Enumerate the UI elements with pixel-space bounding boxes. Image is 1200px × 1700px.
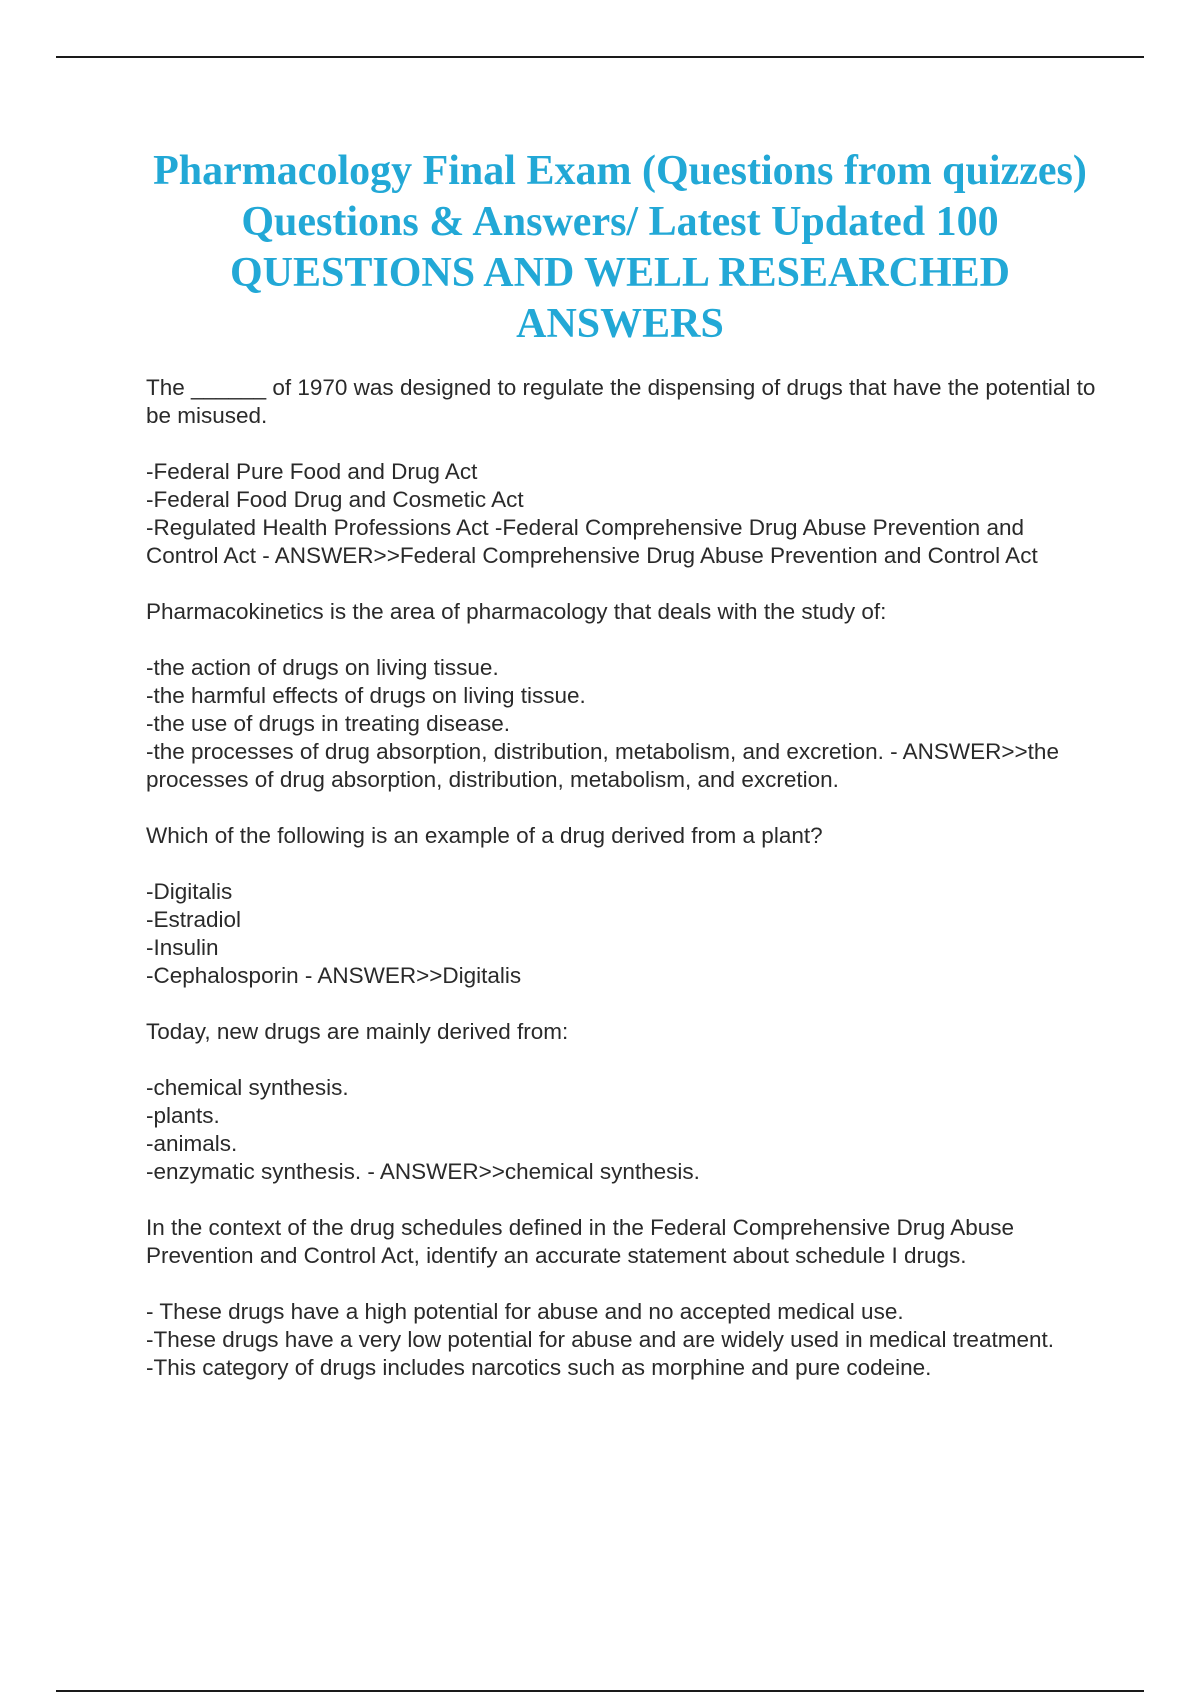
answer-options [146, 458, 1096, 570]
option: -Digitalis [146, 879, 233, 904]
option: -These drugs have a very low potential for abuse and are widely used in medical treatment. [146, 1327, 1054, 1352]
document-body [146, 374, 1096, 1410]
question-text: Today, new drugs are mainly derived from: [146, 1019, 569, 1044]
option: - These drugs have a high potential for abuse and no accepted medical use. [146, 1299, 904, 1324]
option: -Federal Food Drug and Cosmetic Act [146, 487, 524, 512]
option: -the harmful effects of drugs on living tissue. [146, 683, 586, 708]
option: -chemical synthesis. [146, 1075, 349, 1100]
question-text: Which of the following is an example of a drug derived from a plant? [146, 823, 823, 848]
option: -Federal Pure Food and Drug Act [146, 459, 478, 484]
answer-options [146, 878, 1096, 990]
option-with-answer: -Regulated Health Professions Act -Federal Comprehensive Drug Abuse Prevention and Control Act - ANSWER>>Federal Comprehensive Drug Abuse Prevention and Control Act [146, 515, 1038, 568]
option: -Estradiol [146, 907, 242, 932]
question-block-5 [146, 1214, 1096, 1382]
bottom-rule [56, 1690, 1144, 1692]
option-with-answer: -the processes of drug absorption, distribution, metabolism, and excretion. - ANSWER>>the processes of drug absorption, distribution, metabolism, and excretion. [146, 739, 1059, 792]
option: -plants. [146, 1103, 220, 1128]
question-block-4 [146, 1018, 1096, 1186]
question-text: The ______ of 1970 was designed to regulate the dispensing of drugs that have the potential to be misused. [146, 375, 1096, 428]
question-block-2 [146, 598, 1096, 794]
answer-options [146, 654, 1096, 794]
question-text: Pharmacokinetics is the area of pharmacology that deals with the study of: [146, 599, 887, 624]
option: -the action of drugs on living tissue. [146, 655, 499, 680]
answer-options [146, 1298, 1096, 1382]
question-block-1 [146, 374, 1096, 570]
option: -animals. [146, 1131, 238, 1156]
option-with-answer: -Cephalosporin - ANSWER>>Digitalis [146, 963, 522, 988]
document-title: Pharmacology Final Exam (Questions from quizzes) Questions & Answers/ Latest Updated 100 QUESTIONS AND WELL RESEARCHED ANSWERS [153, 148, 1087, 347]
top-rule [56, 56, 1144, 58]
option: -the use of drugs in treating disease. [146, 711, 510, 736]
answer-options [146, 1074, 1096, 1186]
option-with-answer: -enzymatic synthesis. - ANSWER>>chemical synthesis. [146, 1159, 700, 1184]
option: -Insulin [146, 935, 219, 960]
option: -This category of drugs includes narcotics such as morphine and pure codeine. [146, 1355, 932, 1380]
question-text: In the context of the drug schedules defined in the Federal Comprehensive Drug Abuse Prevention and Control Act, identify an accurate statement about schedule I drugs. [146, 1215, 1015, 1268]
question-block-3 [146, 822, 1096, 990]
